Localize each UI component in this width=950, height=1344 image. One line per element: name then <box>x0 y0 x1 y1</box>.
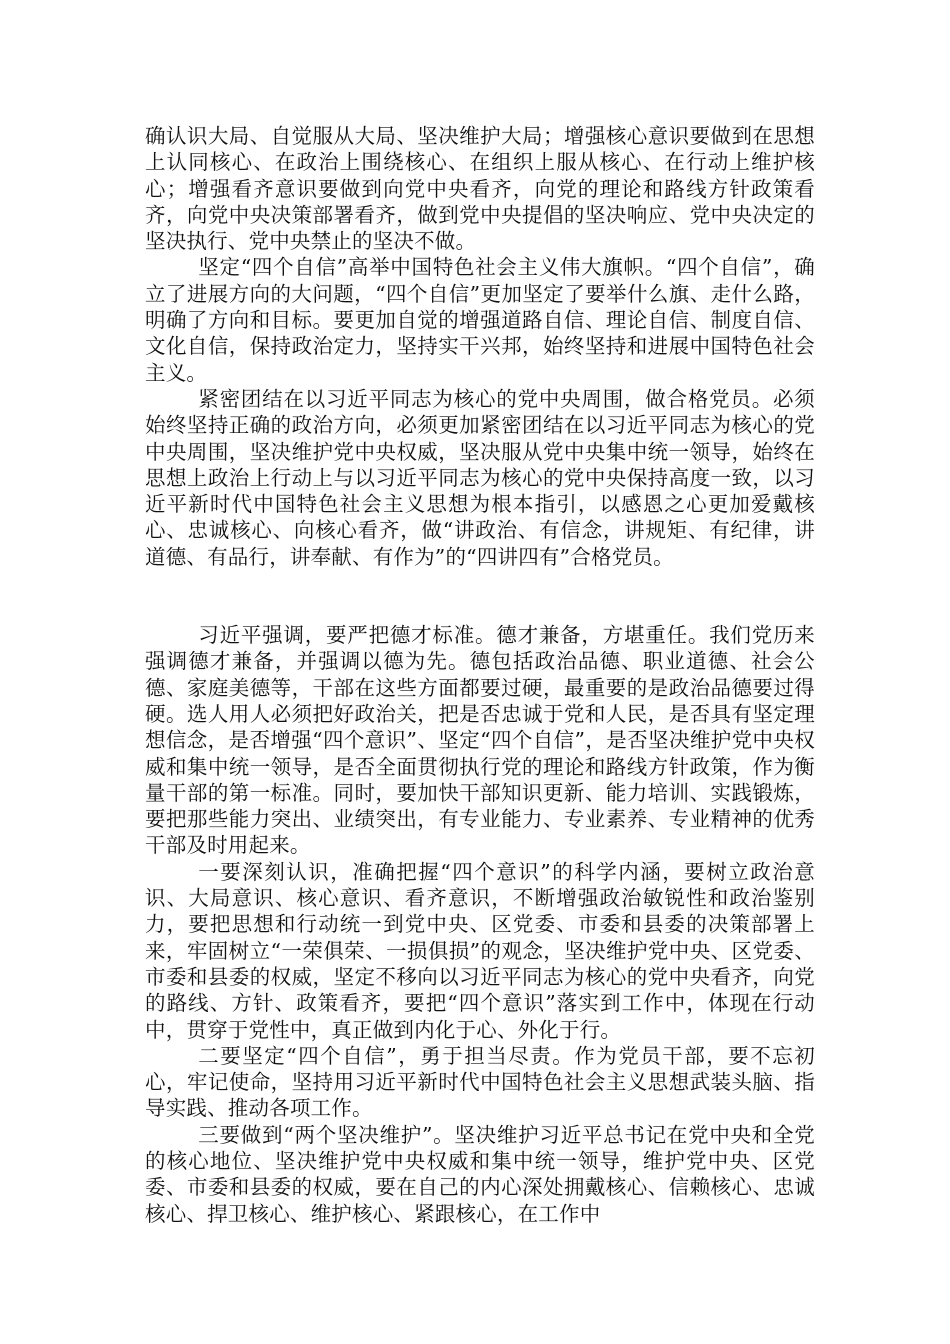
paragraph-1: 确认识大局、自觉服从大局、坚决维护大局；增强核心意识要做到在思想上认同核心、在政治上围绕核心、在组织上服从核心、在行动上维护核心；增强看齐意识要做到向党中央看齐，向党的理论和路线方针政策看齐，向党中央决策部署看齐，做到党中央提倡的坚决响应、党中央决定的坚决执行、党中央禁止的坚决不做。 <box>145 124 815 254</box>
paragraph-6: 二要坚定“四个自信”，勇于担当尽责。作为党员干部，要不忘初心，牢记使命，坚持用习近平新时代中国特色社会主义思想武装头脑、指导实践、推动各项工作。 <box>145 1043 815 1121</box>
paragraph-5: 一要深刻认识，准确把握“四个意识”的科学内涵，要树立政治意识、大局意识、核心意识、看齐意识，不断增强政治敏锐性和政治鉴别力，要把思想和行动统一到党中央、区党委、市委和县委的决策部署上来，牢固树立“一荣俱荣、一损俱损”的观念，坚决维护党中央、区党委、市委和县委的权威，坚定不移向以习近平同志为核心的党中央看齐，向党的路线、方针、政策看齐，要把“四个意识”落实到工作中，体现在行动中，贯穿于党性中，真正做到内化于心、外化于行。 <box>145 859 815 1042</box>
paragraph-4: 习近平强调，要严把德才标准。德才兼备，方堪重任。我们党历来强调德才兼备，并强调以德为先。德包括政治品德、职业道德、社会公德、家庭美德等，干部在这些方面都要过硬，最重要的是政治品德要过得硬。选人用人必须把好政治关，把是否忠诚于党和人民，是否具有坚定理想信念，是否增强“四个意识”、坚定“四个自信”，是否坚决维护党中央权威和集中统一领导，是否全面贯彻执行党的理论和路线方针政策，作为衡量干部的第一标准。同时，要加快干部知识更新、能力培训、实践锻炼，要把那些能力突出、业绩突出，有专业能力、专业素养、专业精神的优秀干部及时用起来。 <box>145 623 815 858</box>
paragraph-gap <box>145 570 815 622</box>
document-body <box>145 123 815 1227</box>
paragraph-3: 紧密团结在以习近平同志为核心的党中央周围，做合格党员。必须始终坚持正确的政治方向，必须更加紧密团结在以习近平同志为核心的党中央周围，坚决维护党中央权威，坚决服从党中央集中统一领导，始终在思想上政治上行动上与以习近平同志为核心的党中央保持高度一致，以习近平新时代中国特色社会主义思想为根本指引，以感恩之心更加爱戴核心、忠诚核心、向核心看齐，做“讲政治、有信念，讲规矩、有纪律，讲道德、有品行，讲奉献、有作为”的“四讲四有”合格党员。 <box>145 386 815 569</box>
paragraph-7: 三要做到“两个坚决维护”。坚决维护习近平总书记在党中央和全党的核心地位、坚决维护党中央权威和集中统一领导，维护党中央、区党委、市委和县委的权威，要在自己的内心深处拥戴核心、信赖核心、忠诚核心、捍卫核心、维护核心、紧跟核心，在工作中 <box>145 1122 815 1226</box>
paragraph-2: 坚定“四个自信”高举中国特色社会主义伟大旗帜。“四个自信”，确立了进展方向的大问题，“四个自信”更加坚定了要举什么旗、走什么路，明确了方向和目标。要更加自觉的增强道路自信、理论自信、制度自信、文化自信，保持政治定力，坚持实干兴邦，始终坚持和进展中国特色社会主义。 <box>145 255 815 385</box>
